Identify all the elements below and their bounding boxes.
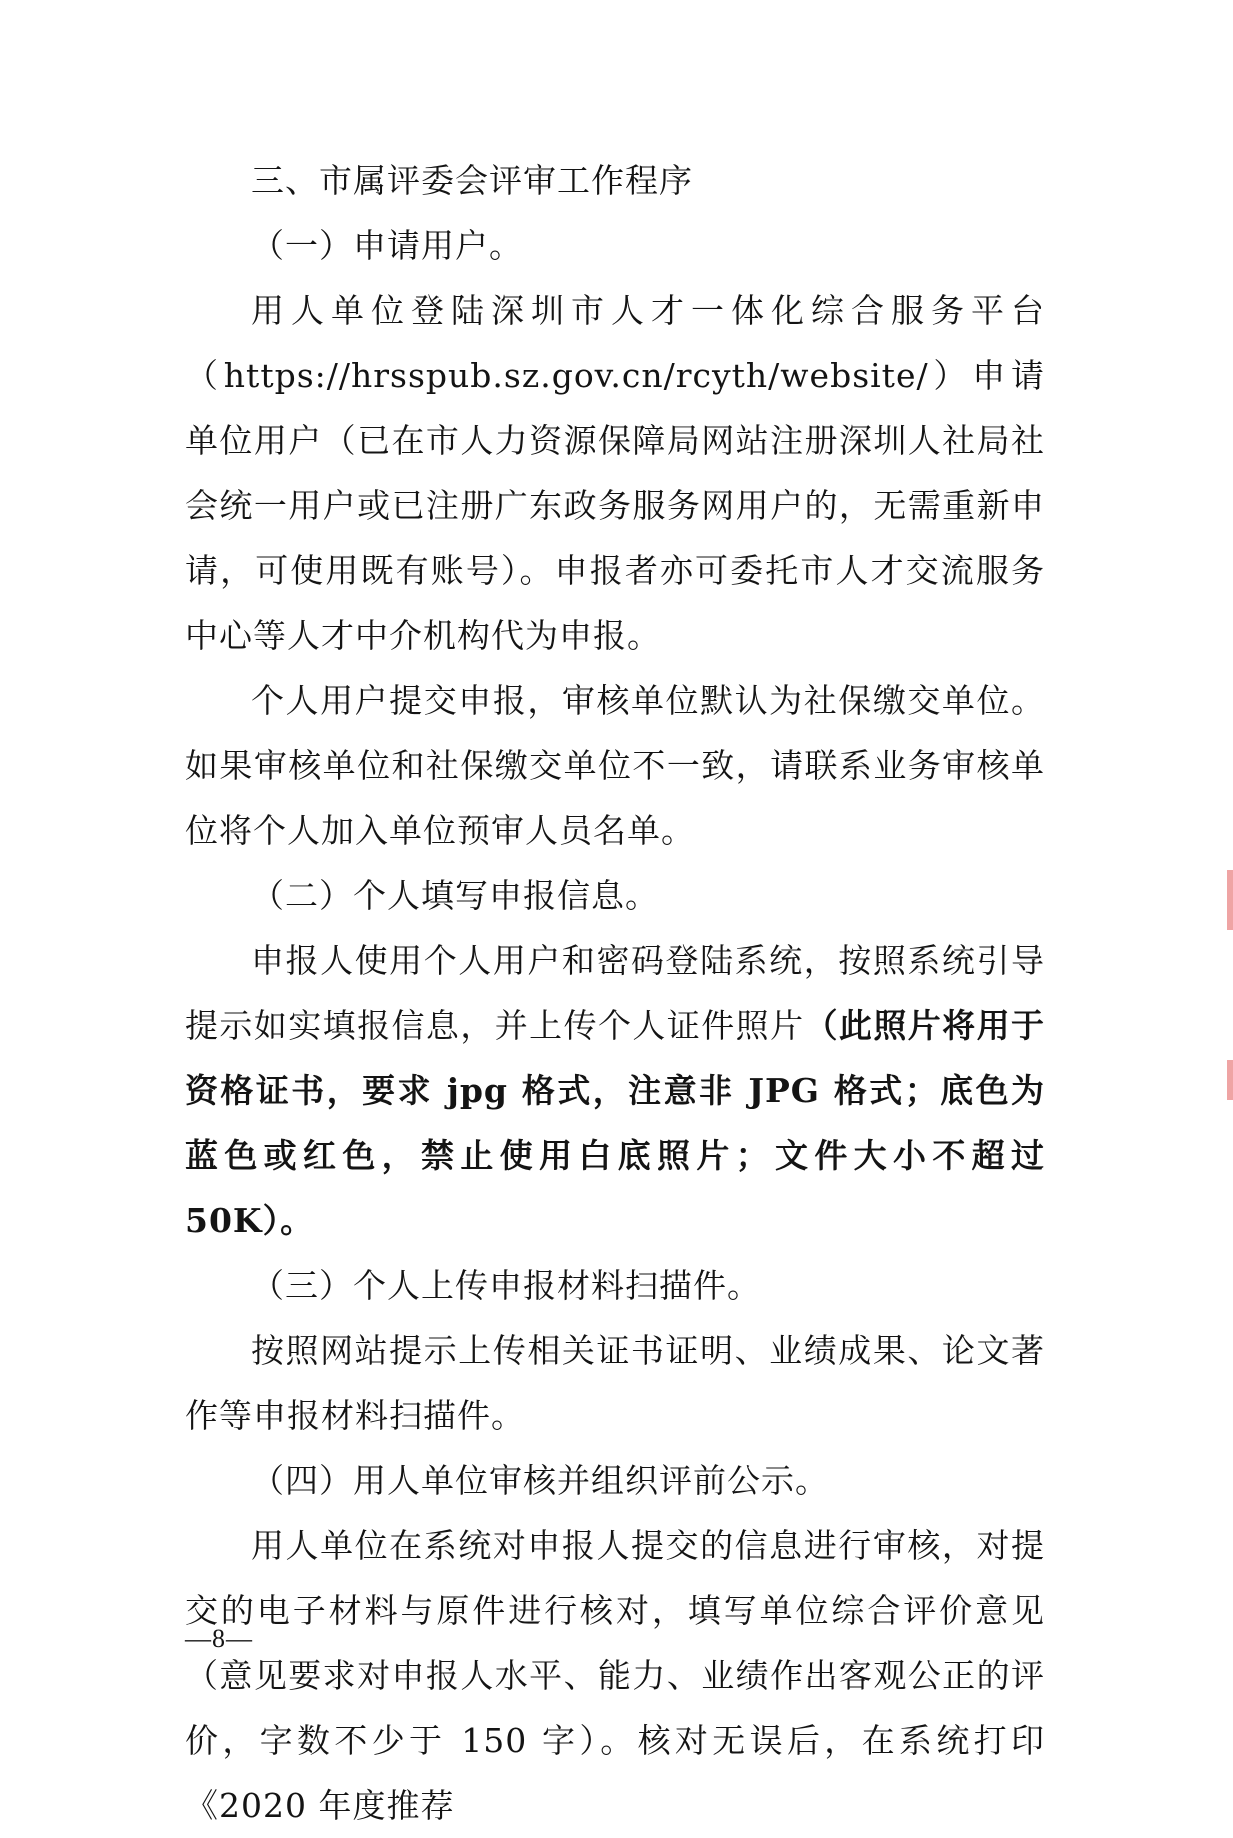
- subheading-upload-scans: （三）个人上传申报材料扫描件。: [251, 1266, 761, 1305]
- subheading-employer-review: （四）用人单位审核并组织评前公示。: [251, 1461, 829, 1500]
- seal-edge-mark: [1227, 1060, 1233, 1100]
- subheading-apply-account: （一）申请用户。: [251, 226, 523, 265]
- section-title: 三、市属评委会评审工作程序: [251, 161, 693, 200]
- paragraph-fill-info: [185, 928, 1045, 1253]
- paragraph-employer-review: 用人单位在系统对申报人提交的信息进行审核，对提交的电子材料与原件进行核对，填写单位综合评价意见（意见要求对申报人水平、能力、业绩作出客观公正的评价，字数不少于 150 字）。核对无误后，在系统打印《2020 年度推荐: [185, 1526, 1045, 1825]
- seal-edge-mark: [1227, 870, 1233, 930]
- page-number: —8—: [185, 1624, 253, 1653]
- photo-requirements-note: （此照片将用于资格证书，要求 jpg 格式，注意非 JPG 格式；底色为蓝色或红色，禁止使用白底照片；文件大小不超过 50K）。: [185, 1006, 1046, 1240]
- paragraph-apply-account: 用人单位登陆深圳市人才一体化综合服务平台（https://hrsspub.sz.gov.cn/rcyth/website/）申请单位用户（已在市人力资源保障局网站注册深圳人社局社会统一用户或已注册广东政务服务网用户的，无需重新申请，可使用既有账号）。申报者亦可委托市人才交流服务中心等人才中介机构代为申报。: [185, 291, 1045, 655]
- paragraph-upload-scans: 按照网站提示上传相关证书证明、业绩成果、论文著作等申报材料扫描件。: [185, 1331, 1045, 1435]
- paragraph-review-unit: 个人用户提交申报，审核单位默认为社保缴交单位。如果审核单位和社保缴交单位不一致，请联系业务审核单位将个人加入单位预审人员名单。: [185, 681, 1045, 850]
- document-body: [185, 148, 1045, 1838]
- subheading-fill-info: （二）个人填写申报信息。: [251, 876, 659, 915]
- paragraph-fill-info-text: 申报人使用个人用户和密码登陆系统，按照系统引导提示如实填报信息，并上传个人证件照片: [185, 941, 1045, 1045]
